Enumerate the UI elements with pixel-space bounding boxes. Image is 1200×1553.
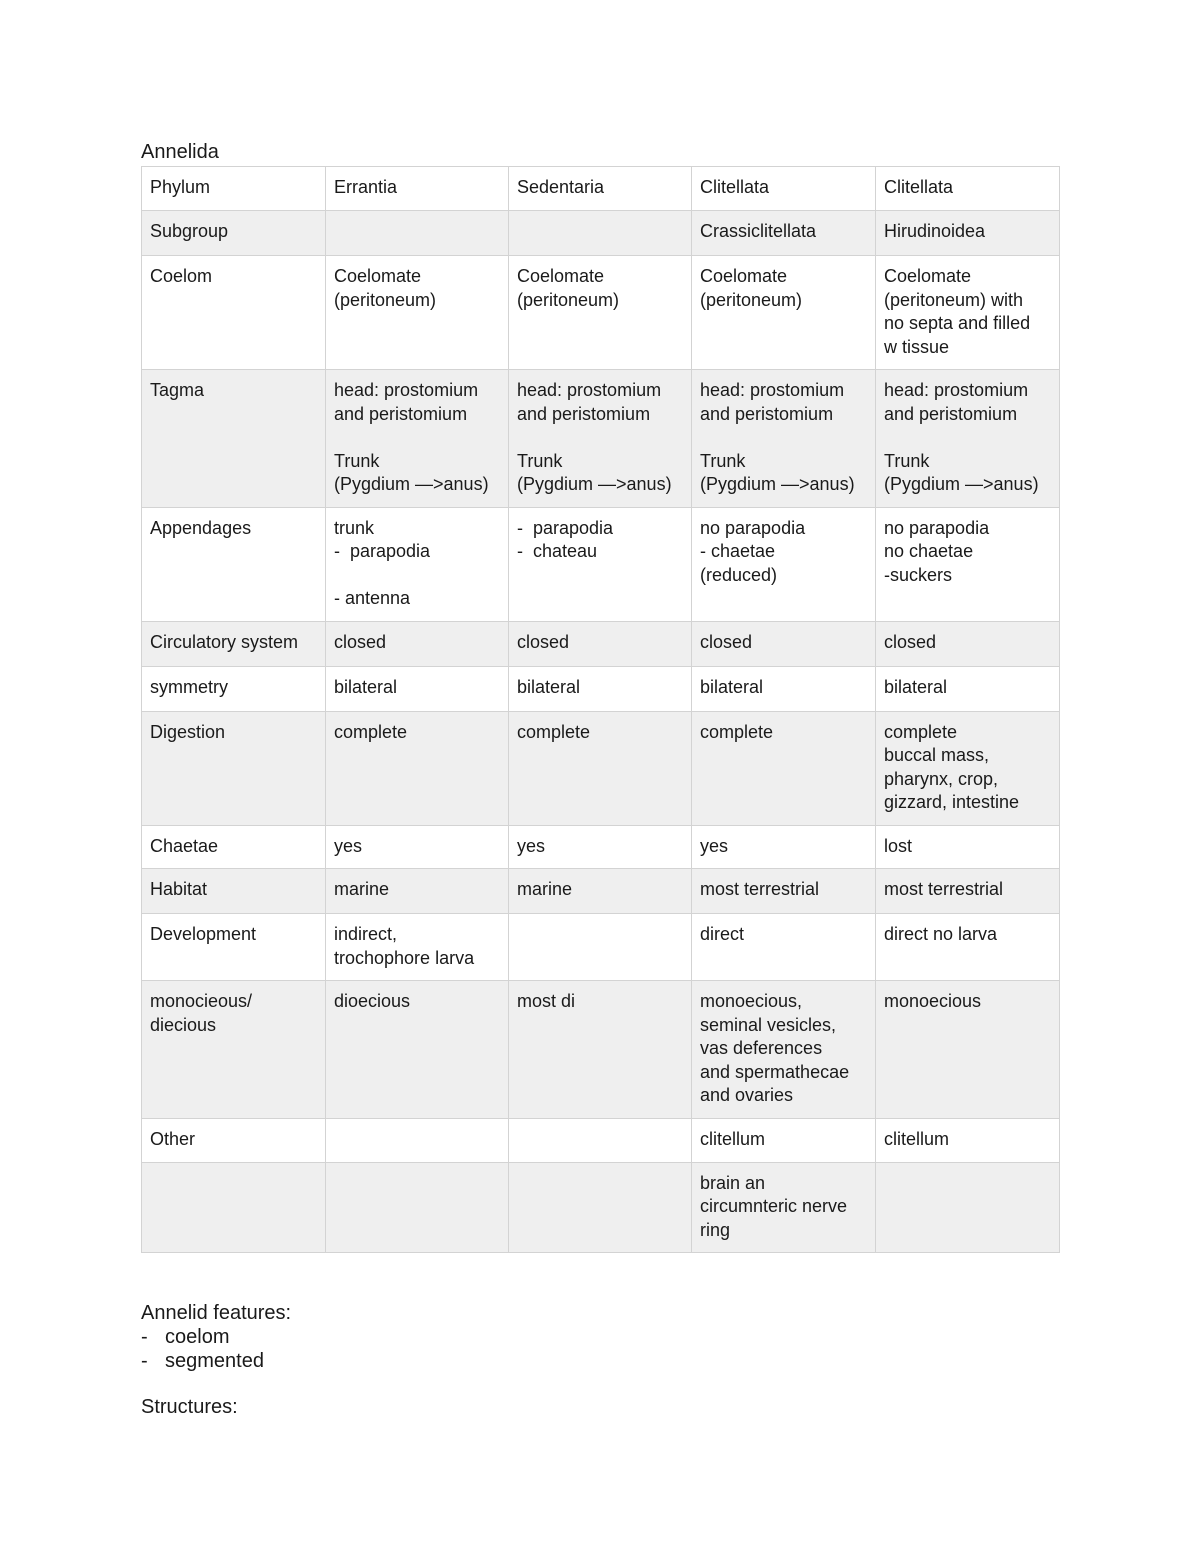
sedentaria-cell: Coelomate (peritoneum) bbox=[509, 256, 692, 370]
annelid-features-section bbox=[141, 1301, 1059, 1419]
sedentaria-cell: bilateral bbox=[509, 666, 692, 711]
hirudinoidea-cell: direct no larva bbox=[876, 914, 1060, 981]
hirudinoidea-cell: complete buccal mass, pharynx, crop, gizzard, intestine bbox=[876, 711, 1060, 825]
crassiclitellata-cell: monoecious, seminal vesicles, vas deferences and spermathecae and ovaries bbox=[692, 981, 876, 1119]
hirudinoidea-cell: monoecious bbox=[876, 981, 1060, 1119]
hirudinoidea-cell: head: prostomium and peristomium Trunk (Pygdium —>anus) bbox=[876, 370, 1060, 508]
sedentaria-cell bbox=[509, 1118, 692, 1162]
document-page bbox=[141, 140, 1059, 1419]
crassiclitellata-cell: head: prostomium and peristomium Trunk (Pygdium —>anus) bbox=[692, 370, 876, 508]
row-label-cell: Digestion bbox=[142, 711, 326, 825]
structures-heading: Structures: bbox=[141, 1396, 238, 1418]
errantia-cell: indirect, trochophore larva bbox=[326, 914, 509, 981]
errantia-cell: head: prostomium and peristomium Trunk (Pygdium —>anus) bbox=[326, 370, 509, 508]
table-row bbox=[142, 370, 1060, 508]
annelida-table bbox=[141, 166, 1060, 1253]
sedentaria-cell bbox=[509, 211, 692, 256]
row-label-cell: Appendages bbox=[142, 507, 326, 621]
errantia-cell: marine bbox=[326, 869, 509, 914]
row-label-cell bbox=[142, 1162, 326, 1253]
hirudinoidea-cell: most terrestrial bbox=[876, 869, 1060, 914]
sedentaria-cell: most di bbox=[509, 981, 692, 1119]
crassiclitellata-cell: Coelomate (peritoneum) bbox=[692, 256, 876, 370]
sedentaria-cell: closed bbox=[509, 621, 692, 666]
table-row bbox=[142, 507, 1060, 621]
row-label-cell: monocieous/ diecious bbox=[142, 981, 326, 1119]
hirudinoidea-cell: lost bbox=[876, 825, 1060, 869]
features-heading: Annelid features: bbox=[141, 1302, 292, 1324]
table-row bbox=[142, 666, 1060, 711]
hirudinoidea-cell: Coelomate (peritoneum) with no septa and filled w tissue bbox=[876, 256, 1060, 370]
crassiclitellata-cell: clitellum bbox=[692, 1118, 876, 1162]
list-item bbox=[141, 1349, 1059, 1373]
table-row bbox=[142, 211, 1060, 256]
crassiclitellata-cell: bilateral bbox=[692, 666, 876, 711]
sedentaria-cell: head: prostomium and peristomium Trunk (Pygdium —>anus) bbox=[509, 370, 692, 508]
errantia-cell bbox=[326, 1118, 509, 1162]
sedentaria-cell: Sedentaria bbox=[509, 167, 692, 211]
bullet-dash: - bbox=[141, 1326, 148, 1348]
errantia-cell: yes bbox=[326, 825, 509, 869]
row-label-cell: Subgroup bbox=[142, 211, 326, 256]
row-label-cell: Coelom bbox=[142, 256, 326, 370]
crassiclitellata-cell: most terrestrial bbox=[692, 869, 876, 914]
errantia-cell: Coelomate (peritoneum) bbox=[326, 256, 509, 370]
errantia-cell: Errantia bbox=[326, 167, 509, 211]
list-item bbox=[141, 1325, 1059, 1349]
feature-text: segmented bbox=[165, 1350, 264, 1372]
sedentaria-cell bbox=[509, 914, 692, 981]
hirudinoidea-cell: Hirudinoidea bbox=[876, 211, 1060, 256]
table-row bbox=[142, 711, 1060, 825]
row-label-cell: Habitat bbox=[142, 869, 326, 914]
sedentaria-cell: - parapodia - chateau bbox=[509, 507, 692, 621]
sedentaria-cell: marine bbox=[509, 869, 692, 914]
row-label-cell: Circulatory system bbox=[142, 621, 326, 666]
errantia-cell: dioecious bbox=[326, 981, 509, 1119]
crassiclitellata-cell: yes bbox=[692, 825, 876, 869]
table-row bbox=[142, 167, 1060, 211]
row-label-cell: Chaetae bbox=[142, 825, 326, 869]
crassiclitellata-cell: no parapodia - chaetae (reduced) bbox=[692, 507, 876, 621]
crassiclitellata-cell: brain an circumnteric nerve ring bbox=[692, 1162, 876, 1253]
crassiclitellata-cell: Crassiclitellata bbox=[692, 211, 876, 256]
crassiclitellata-cell: Clitellata bbox=[692, 167, 876, 211]
table-row bbox=[142, 1162, 1060, 1253]
crassiclitellata-cell: direct bbox=[692, 914, 876, 981]
crassiclitellata-cell: complete bbox=[692, 711, 876, 825]
sedentaria-cell: complete bbox=[509, 711, 692, 825]
hirudinoidea-cell: clitellum bbox=[876, 1118, 1060, 1162]
errantia-cell: complete bbox=[326, 711, 509, 825]
sedentaria-cell bbox=[509, 1162, 692, 1253]
crassiclitellata-cell: closed bbox=[692, 621, 876, 666]
hirudinoidea-cell: closed bbox=[876, 621, 1060, 666]
hirudinoidea-cell bbox=[876, 1162, 1060, 1253]
table-row bbox=[142, 825, 1060, 869]
row-label-cell: Development bbox=[142, 914, 326, 981]
errantia-cell: trunk - parapodia - antenna bbox=[326, 507, 509, 621]
row-label-cell: symmetry bbox=[142, 666, 326, 711]
row-label-cell: Phylum bbox=[142, 167, 326, 211]
hirudinoidea-cell: bilateral bbox=[876, 666, 1060, 711]
errantia-cell: closed bbox=[326, 621, 509, 666]
table-row bbox=[142, 256, 1060, 370]
table-row bbox=[142, 1118, 1060, 1162]
table-row bbox=[142, 981, 1060, 1119]
feature-text: coelom bbox=[165, 1326, 230, 1348]
table-row bbox=[142, 621, 1060, 666]
sedentaria-cell: yes bbox=[509, 825, 692, 869]
table-row bbox=[142, 869, 1060, 914]
errantia-cell bbox=[326, 1162, 509, 1253]
errantia-cell: bilateral bbox=[326, 666, 509, 711]
errantia-cell bbox=[326, 211, 509, 256]
table-body bbox=[142, 167, 1060, 1253]
bullet-dash: - bbox=[141, 1350, 148, 1372]
table-row bbox=[142, 914, 1060, 981]
hirudinoidea-cell: Clitellata bbox=[876, 167, 1060, 211]
row-label-cell: Other bbox=[142, 1118, 326, 1162]
document-title: Annelida bbox=[141, 141, 219, 163]
row-label-cell: Tagma bbox=[142, 370, 326, 508]
features-list bbox=[141, 1325, 1059, 1373]
hirudinoidea-cell: no parapodia no chaetae -suckers bbox=[876, 507, 1060, 621]
